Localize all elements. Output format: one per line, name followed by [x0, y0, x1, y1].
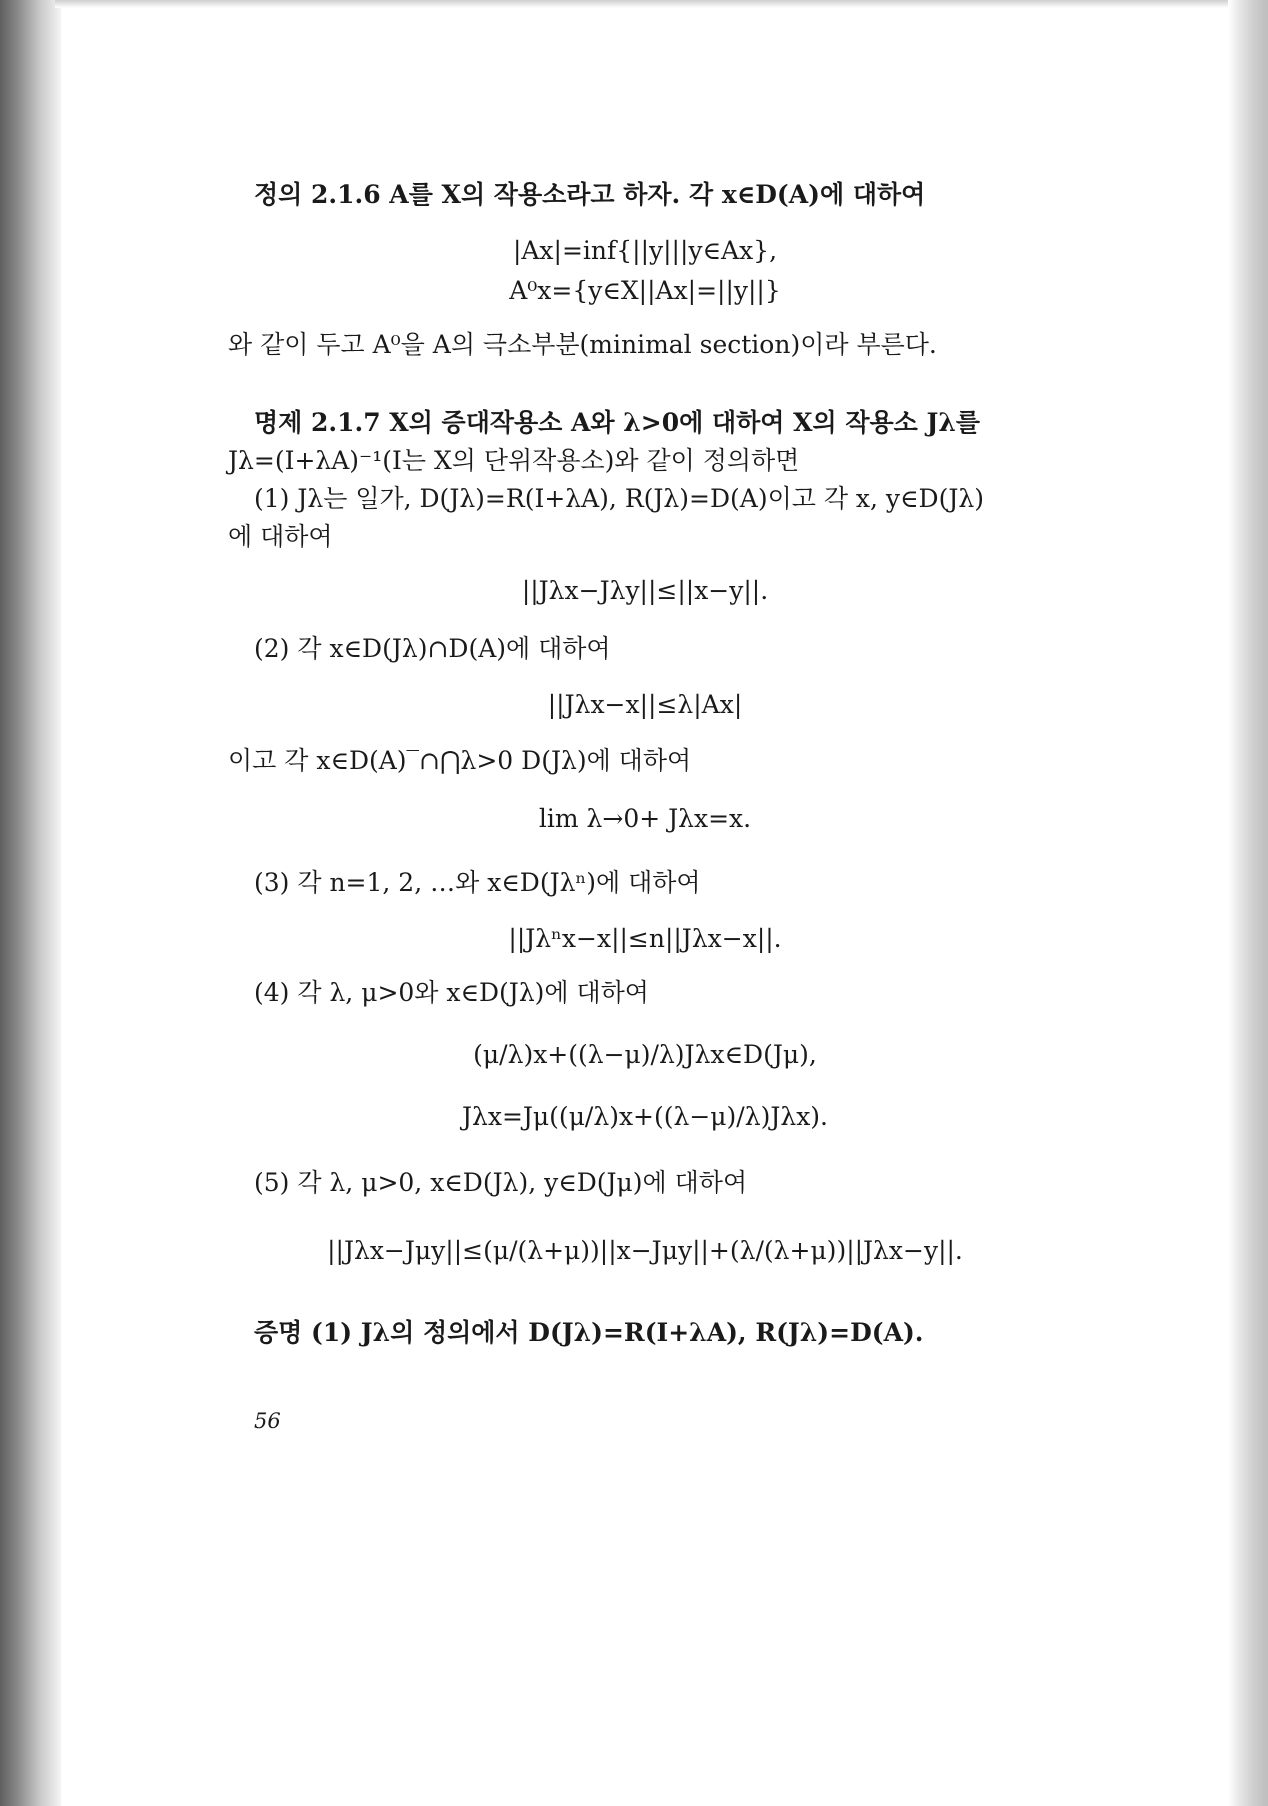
item-2-continuation: 이고 각 x∈D(A)‾∩⋂λ>0 D(Jλ)에 대하여 [228, 746, 692, 775]
equation-resolvent-identity: Jλx=Jμ((μ/λ)x+((λ−μ)/λ)Jλx). [462, 1102, 828, 1131]
page-binding-shadow [0, 0, 62, 1806]
item-1-continuation: 에 대하여 [228, 522, 333, 551]
page-right-shadow [1228, 0, 1268, 1806]
proposition-heading: 명제 2.1.7 X의 증대작용소 A와 λ>0에 대하여 X의 작용소 Jλ를 [254, 408, 981, 437]
equation-resolvent-bound: ||Jλx−x||≤λ|Ax| [547, 690, 743, 719]
item-4: (4) 각 λ, μ>0와 x∈D(Jλ)에 대하여 [254, 978, 649, 1007]
proof-line: 증명 (1) Jλ의 정의에서 D(Jλ)=R(I+λA), R(Jλ)=D(A). [254, 1318, 924, 1347]
equation-nonexpansive: ||Jλx−Jλy||≤||x−y||. [521, 576, 769, 605]
page-top-shadow [55, 0, 1255, 8]
equation-power-bound: ||Jλⁿx−x||≤n||Jλx−x||. [508, 924, 782, 953]
item-5: (5) 각 λ, μ>0, x∈D(Jλ), y∈D(Jμ)에 대하여 [254, 1168, 748, 1197]
definition-body: 와 같이 두고 A⁰을 A의 극소부분(minimal section)이라 부른다. [228, 330, 937, 359]
book-page [62, 8, 1228, 1798]
item-1: (1) Jλ는 일가, D(Jλ)=R(I+λA), R(Jλ)=D(A)이고 각 x, y∈D(Jλ) [254, 484, 984, 513]
equation-limit: lim λ→0+ Jλx=x. [538, 804, 752, 833]
definition-heading: 정의 2.1.6 A를 X의 작용소라고 하자. 각 x∈D(A)에 대하여 [254, 180, 926, 209]
equation-combined-bound: ||Jλx−Jμy||≤(μ/(λ+μ))||x−Jμy||+(λ/(λ+μ))||Jλx−y||. [327, 1236, 963, 1265]
item-2: (2) 각 x∈D(Jλ)∩D(A)에 대하여 [254, 634, 611, 663]
equation-inf: |Ax|=inf{||y|||y∈Ax}, [512, 236, 778, 265]
equation-resolvent-domain: (μ/λ)x+((λ−μ)/λ)Jλx∈D(Jμ), [473, 1040, 817, 1069]
page-number: 56 [254, 1409, 281, 1433]
equation-minimal-section: A⁰x={y∈X||Ax|=||y||} [509, 276, 781, 305]
proposition-line: Jλ=(I+λA)⁻¹(I는 X의 단위작용소)와 같이 정의하면 [228, 446, 800, 475]
item-3: (3) 각 n=1, 2, …와 x∈D(Jλⁿ)에 대하여 [254, 868, 701, 897]
